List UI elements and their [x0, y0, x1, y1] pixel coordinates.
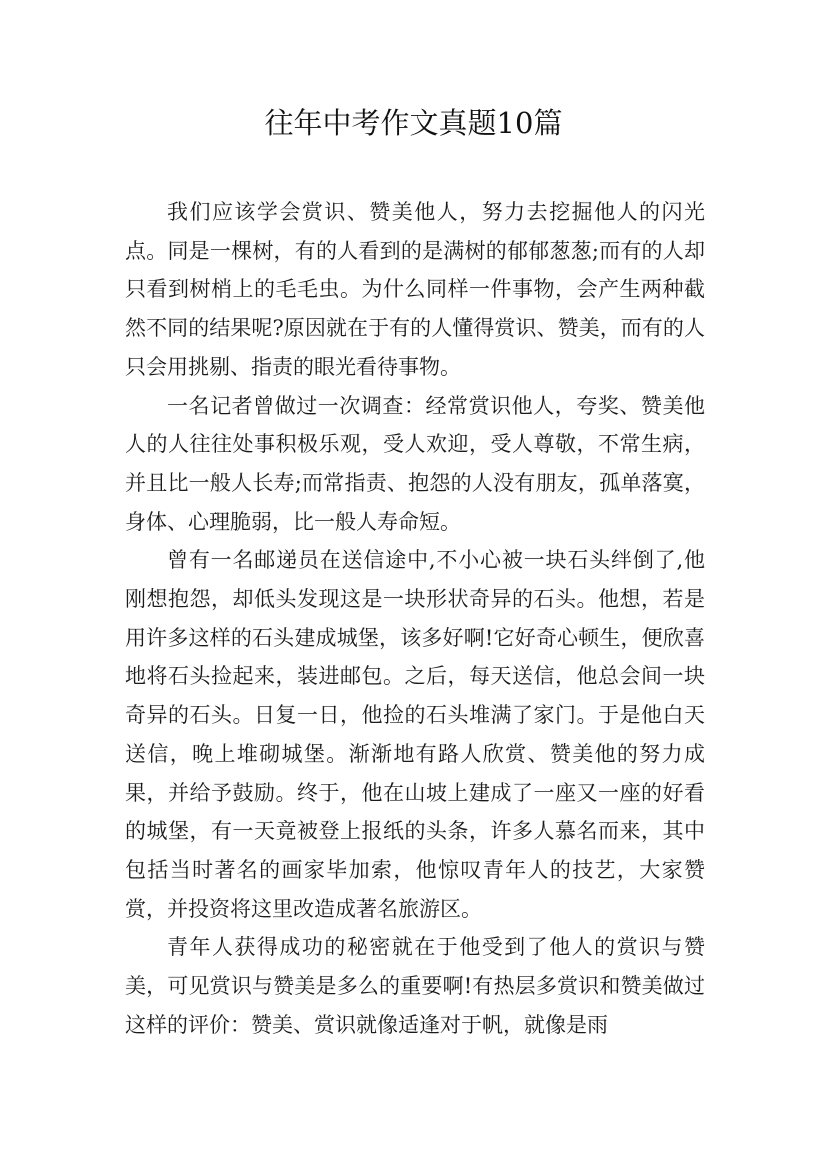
document-title: 往年中考作文真题10篇: [264, 106, 563, 140]
paragraph-4: 青年人获得成功的秘密就在于他受到了他人的赏识与赞美，可见赏识与赞美是多么的重要啊!有热层多赏识和赞美做过这样的评价：赞美、赏识就像适逢对于帆，就像是雨: [125, 935, 705, 1037]
paragraph-1: 我们应该学会赏识、赞美他人，努力去挖掘他人的闪光点。同是一棵树，有的人看到的是满树的郁郁葱葱;而有的人却只看到树梢上的毛毛虫。为什么同样一件事物，会产生两种截然不同的结果呢?原因就在于有的人懂得赏识、赞美，而有的人只会用挑剔、指责的眼光看待事物。: [125, 200, 705, 379]
document-body: [125, 193, 705, 1044]
paragraph-2: 一名记者曾做过一次调查：经常赏识他人，夸奖、赞美他人的人往往处事积极乐观，受人欢迎，受人尊敬，不常生病，并且比一般人长寿;而常指责、抱怨的人没有朋友，孤单落寞，身体、心理脆弱，比一般人寿命短。: [125, 393, 705, 534]
paragraph-3: 曾有一名邮递员在送信途中,不小心被一块石头绊倒了,他刚想抱怨，却低头发现这是一块形状奇异的石头。他想，若是用许多这样的石头建成城堡，该多好啊!它好奇心顿生，便欣喜地将石头捡起来，装进邮包。之后，每天送信，他总会间一块奇异的石头。日复一日，他捡的石头堆满了家门。于是他白天送信，晚上堆砌城堡。渐渐地有路人欣赏、赞美他的努力成果，并给予鼓励。终于，他在山坡上建成了一座又一座的好看的城堡，有一天竟被登上报纸的头条，许多人慕名而来，其中包括当时著名的画家毕加索，他惊叹青年人的技艺，大家赞赏，并投资将这里改造成著名旅游区。: [125, 548, 705, 921]
